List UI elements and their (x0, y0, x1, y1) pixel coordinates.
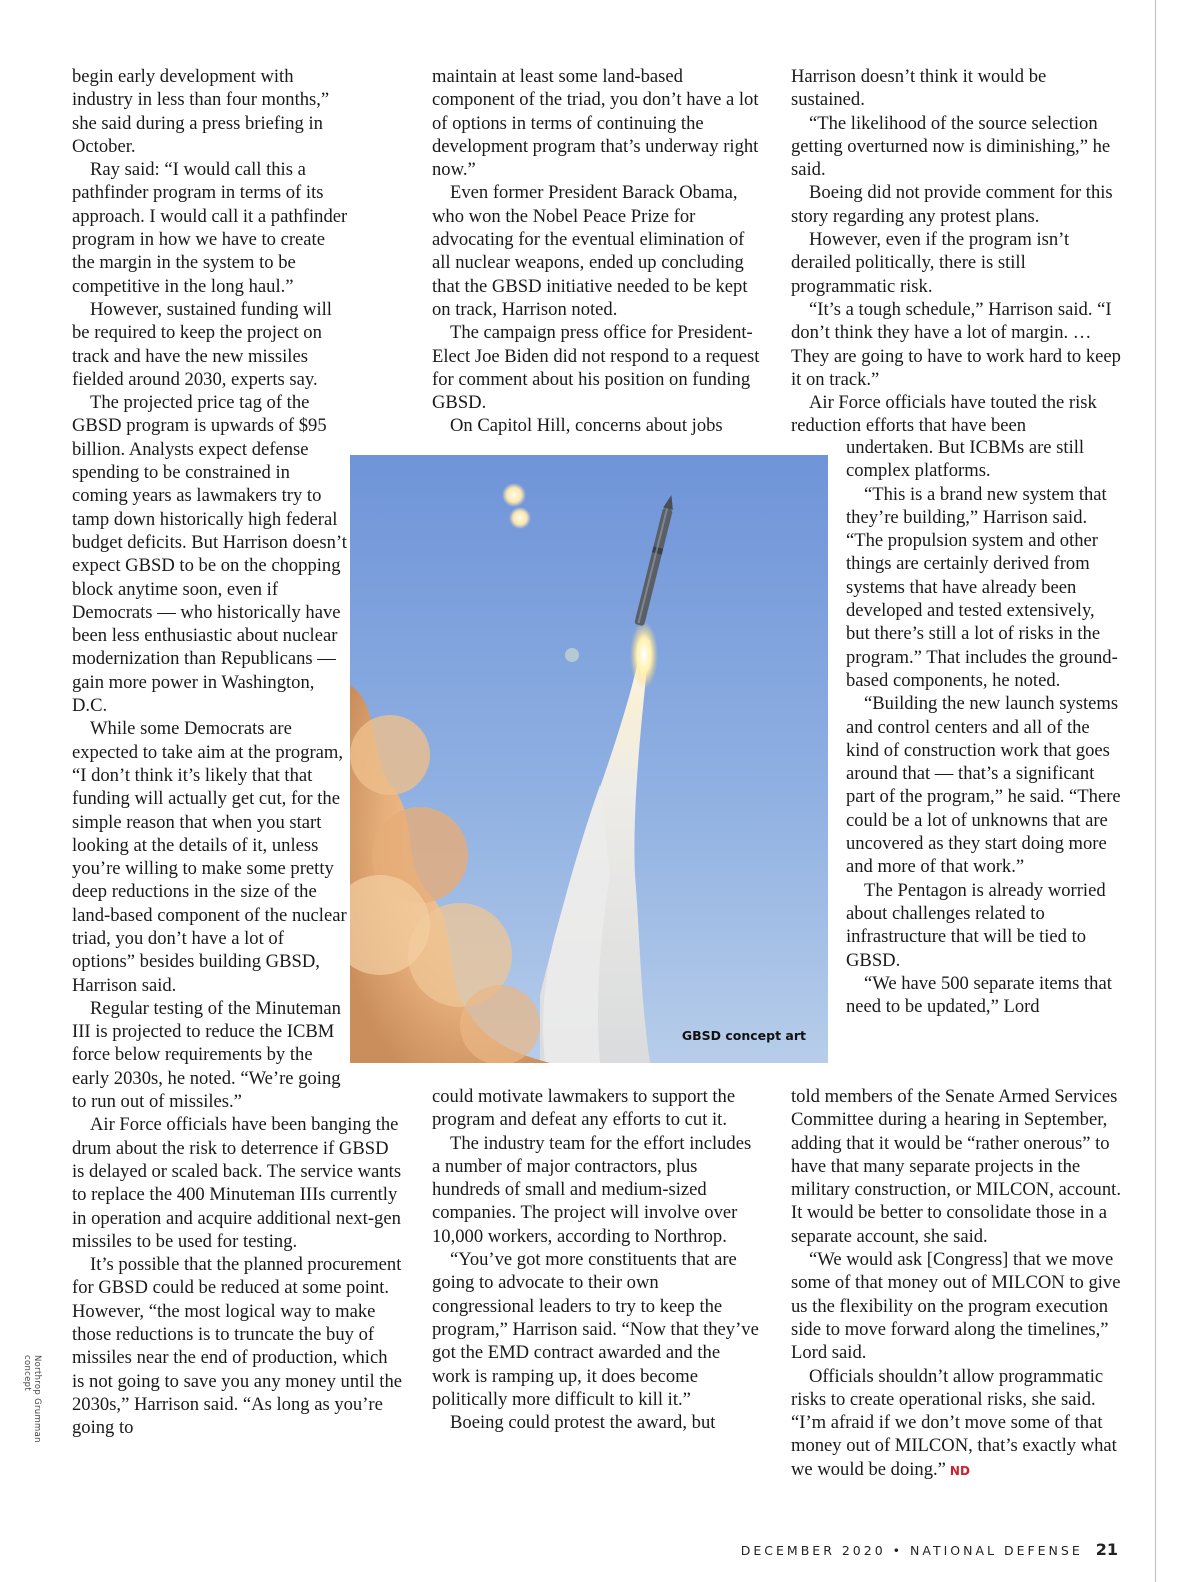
paragraph: maintain at least some land-based component of the triad, you don’t have a lot of options in terms of continuing the development program that’s underway right now.” (432, 66, 759, 181)
paragraph: “Building the new launch systems and control centers and all of the kind of construction work that goes around that — that’s a significant part of the program,” he said. “There could be a lot of unknowns that are uncovered as they start doing more and more of that work.” (846, 693, 1121, 878)
paragraph: “You’ve got more constituents that are going to advocate to their own congressional leaders to try to keep the program,” Harrison said. “Now that they’ve got the EMD contract awarded and the work is ramping up, it does become politically more difficult to kill it.” (432, 1249, 759, 1410)
paragraph: Air Force officials have touted the risk reduction efforts that have been (791, 392, 1097, 437)
footer-issue: DECEMBER 2020 (740, 1543, 886, 1558)
missile-launch-image (350, 455, 828, 1063)
paragraph: Boeing could protest the award, but (450, 1412, 716, 1434)
page-edge-line (1155, 0, 1156, 1582)
article-column-2-bottom (432, 1085, 762, 1434)
paragraph: On Capitol Hill, concerns about jobs (450, 415, 723, 437)
paragraph: told members of the Senate Armed Services Committee during a hearing in September, adding that it would be “rather onerous” to have that many separate projects in the military construction, or MILCON, account. It would be better to consolidate those in a separate account, she said. (791, 1086, 1121, 1247)
paragraph: The industry team for the effort includes a number of major contractors, plus hundreds of small and medium-sized companies. The project will involve over 10,000 workers, according to Northrop. (432, 1132, 752, 1247)
paragraph: While some Democrats are expected to take aim at the program, “I don’t think it’s likely that that funding will actually get cut, for the simple reason that when you start looking at the details of it, unless you’re willing to make some pretty deep reductions in the size of the land-based component of the nuclear triad, you don’t have a lot of options” besides building GBSD, Harrison said. (72, 718, 347, 996)
page-footer (741, 1540, 1118, 1559)
article-column-3-middle (846, 436, 1122, 1018)
paragraph: undertaken. But ICBMs are still complex platforms. (846, 437, 1085, 482)
paragraph: “It’s a tough schedule,” Harrison said. “I don’t think they have a lot of margin. … They are going to have to work hard to keep it on track.” (791, 298, 1121, 390)
paragraph: Boeing did not provide comment for this story regarding any protest plans. (791, 182, 1113, 227)
paragraph: However, even if the program isn’t derailed politically, there is still programmatic risk. (791, 229, 1070, 297)
paragraph: “This is a brand new system that they’re building,” Harrison said. “The propulsion system and other things are certainly derived from systems that have already been developed and tested extensively, but there’s still a lot of risks in the program.” That includes the ground-based components, he noted. (846, 483, 1118, 691)
paragraph: Regular testing of the Minuteman III is projected to reduce the ICBM force below requirements by the early 2030s, he noted. “We’re going to run out of missiles.” (72, 997, 341, 1113)
article-column-3-bottom (791, 1085, 1121, 1483)
photo-caption: GBSD concept art (681, 1028, 806, 1043)
paragraph: Even former President Barack Obama, who won the Nobel Peace Prize for advocating for the eventual elimination of all nuclear weapons, ended up concluding that the GBSD initiative needed to be kept on track, Harrison noted. (432, 182, 748, 320)
paragraph: Air Force officials have been banging the drum about the risk to deterrence if GBSD is delayed or scaled back. The service wants to replace the 400 Minuteman IIIs currently in operation and acquire additional next-gen missiles to be used for testing. (72, 1114, 402, 1252)
footer-separator: • (892, 1543, 904, 1558)
paragraph-text: Officials shouldn’t allow programmatic risks to create operational risks, she said. “I’m afraid if we don’t move some of that money out of MILCON, that’s exactly what we would be doing.” (791, 1365, 1117, 1480)
paragraph: could motivate lawmakers to support the program and defeat any efforts to cut it. (432, 1086, 736, 1131)
paragraph: “We would ask [Congress] that we move some of that money out of MILCON to give us the flexibility on the program execution side to move forward along the timelines,” Lord said. (791, 1249, 1121, 1364)
paragraph: The campaign press office for President-Elect Joe Biden did not respond to a request for comment about his position on funding GBSD. (432, 322, 760, 414)
article-column-3-top (791, 65, 1121, 438)
article-column-2-top (432, 65, 762, 438)
paragraph: It’s possible that the planned procurement for GBSD could be reduced at some point. However, “the most logical way to make those reductions is to truncate the buy of missiles near the end of production, which is not going to save you any money until the 2030s,” Harrison said. “As long as you’re going to (72, 1254, 403, 1439)
paragraph: The projected price tag of the GBSD program is upwards of $95 billion. Analysts expect defense spending to be constrained in coming years as lawmakers try to tamp down historically high federal budget deficits. But Harrison doesn’t expect GBSD to be on the chopping block anytime soon, even if Democrats — who historically have been less enthusiastic about nuclear modernization than Republicans — gain more power in Washington, D.C. (72, 392, 347, 717)
paragraph: However, sustained funding will be required to keep the project on track and have the new missiles fielded around 2030, experts say. (72, 298, 332, 390)
paragraph: “We have 500 separate items that need to be updated,” Lord (846, 972, 1112, 1018)
footer-publication: NATIONAL DEFENSE (910, 1543, 1083, 1558)
paragraph: Ray said: “I would call this a pathfinder program in terms of its approach. I would call it a pathfinder program in how we have to create the margin in the system to be competitive in the long haul.” (72, 159, 348, 297)
paragraph (791, 1365, 1121, 1483)
photo-credit: Northrop Grumman concept (22, 1355, 42, 1443)
end-mark: ND (949, 1463, 970, 1478)
paragraph: begin early development with industry in less than four months,” she said during a press briefing in October. (72, 66, 330, 157)
missile-launch-photo (350, 455, 828, 1063)
page-number: 21 (1095, 1540, 1118, 1559)
paragraph: The Pentagon is already worried about challenges related to infrastructure that will be tied to GBSD. (846, 879, 1106, 971)
paragraph: “The likelihood of the source selection getting overturned now is diminishing,” he said. (791, 112, 1111, 181)
paragraph: Harrison doesn’t think it would be sustained. (791, 66, 1047, 111)
